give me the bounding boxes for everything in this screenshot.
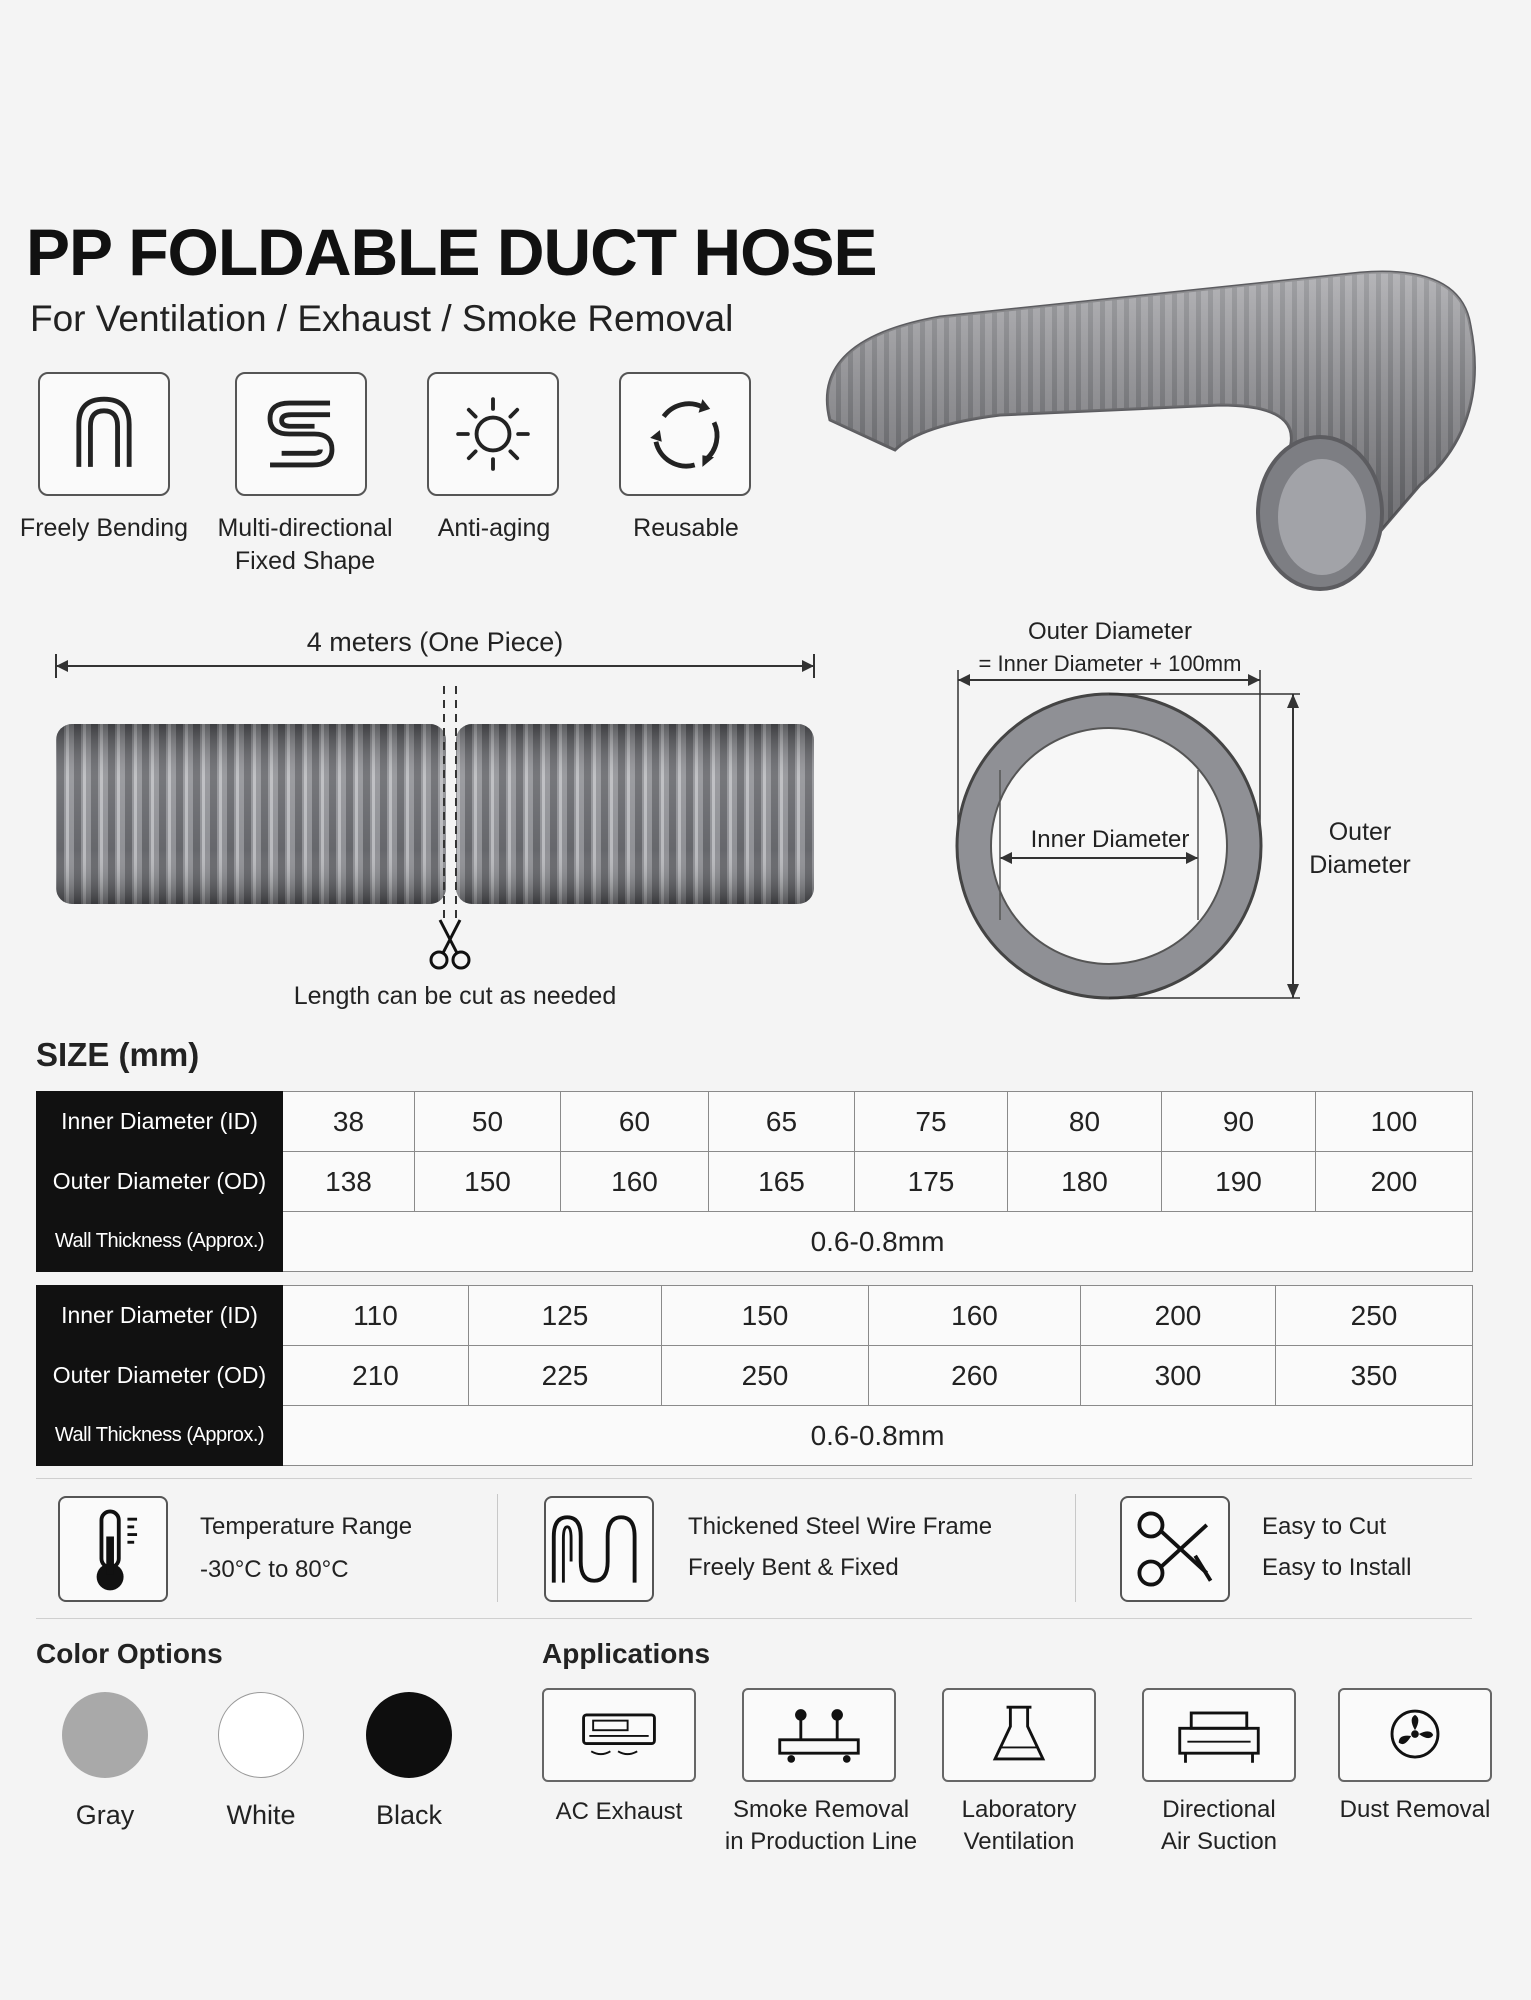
table-cell: 0.6-0.8mm — [283, 1406, 1473, 1466]
app-label-directional-2: Air Suction — [1160, 1828, 1278, 1855]
spec-wire-line2: Freely Bent & Fixed — [688, 1554, 899, 1581]
spec-wire-line1: Thickened Steel Wire Frame — [688, 1513, 993, 1540]
table-cell: 75 — [855, 1092, 1008, 1152]
table-cell: 200 — [1081, 1286, 1276, 1346]
table-cell: 190 — [1162, 1152, 1316, 1212]
spec-card-temperature — [58, 1496, 168, 1602]
color-options-title: Color Options — [36, 1638, 223, 1669]
app-label-directional-1: Directional — [1162, 1796, 1276, 1823]
size-section-title: SIZE (mm) — [36, 1036, 200, 1073]
app-label-dust-removal: Dust Removal — [1339, 1796, 1491, 1823]
app-label-ac-exhaust: AC Exhaust — [555, 1798, 683, 1825]
color-label-black: Black — [375, 1800, 443, 1830]
divider — [497, 1494, 498, 1602]
application-laboratory — [942, 1688, 1096, 1782]
table-cell: 150 — [662, 1286, 869, 1346]
table-cell: 60 — [561, 1092, 709, 1152]
page-title: PP FOLDABLE DUCT HOSE — [26, 215, 877, 289]
inner-diameter-label: Inner Diameter — [1030, 826, 1190, 853]
feature-card-shape — [235, 372, 367, 496]
feature-label-anti-aging: Anti-aging — [437, 514, 551, 542]
thermometer-icon — [60, 1498, 166, 1600]
table-cell: 160 — [561, 1152, 709, 1212]
feature-card-anti-aging — [427, 372, 559, 496]
table-cell: 125 — [469, 1286, 662, 1346]
table-cell: 50 — [415, 1092, 561, 1152]
table-cell: 250 — [662, 1346, 869, 1406]
table-cell: 65 — [709, 1092, 855, 1152]
table-cell: 80 — [1008, 1092, 1162, 1152]
wire-frame-icon — [546, 1498, 652, 1600]
row-header-wall: Wall Thickness (Approx.) — [37, 1406, 283, 1466]
table-cell: 225 — [469, 1346, 662, 1406]
size-table-1 — [36, 1091, 1473, 1272]
app-label-production-2: in Production Line — [724, 1828, 918, 1855]
color-swatch-black[interactable] — [366, 1692, 452, 1778]
table-cell: 175 — [855, 1152, 1008, 1212]
outer-side-label-1: Outer — [1328, 818, 1392, 846]
cut-note: Length can be cut as needed — [293, 982, 617, 1010]
row-header-wall: Wall Thickness (Approx.) — [37, 1212, 283, 1272]
spec-temp-line2: -30°C to 80°C — [200, 1556, 349, 1583]
divider — [36, 1618, 1472, 1619]
machine-icon — [1144, 1690, 1294, 1780]
color-label-gray: Gray — [75, 1800, 135, 1830]
application-dust-removal — [1338, 1688, 1492, 1782]
table-cell: 160 — [869, 1286, 1081, 1346]
table-cell: 300 — [1081, 1346, 1276, 1406]
feature-label-reusable: Reusable — [633, 514, 739, 542]
table-cell: 250 — [1276, 1286, 1473, 1346]
table-cell: 90 — [1162, 1092, 1316, 1152]
spec-cut-line2: Easy to Install — [1262, 1554, 1412, 1581]
table-cell: 110 — [283, 1286, 469, 1346]
recycle-icon — [621, 374, 749, 494]
table-cell: 200 — [1316, 1152, 1473, 1212]
page-subtitle: For Ventilation / Exhaust / Smoke Removal — [30, 298, 734, 339]
table-row — [37, 1212, 1473, 1272]
spec-cut-line1: Easy to Cut — [1262, 1513, 1387, 1540]
outer-side-label-2: Diameter — [1309, 851, 1411, 879]
table-row — [37, 1406, 1473, 1466]
table-cell: 350 — [1276, 1346, 1473, 1406]
table-cell: 138 — [283, 1152, 415, 1212]
table-cell: 38 — [283, 1092, 415, 1152]
hose-product-image — [800, 255, 1510, 600]
s-curve-icon — [237, 374, 365, 494]
application-production-line — [742, 1688, 896, 1782]
applications-title: Applications — [542, 1638, 711, 1669]
table-cell: 180 — [1008, 1152, 1162, 1212]
row-header-id: Inner Diameter (ID) — [37, 1092, 283, 1152]
scissors-icon — [1122, 1498, 1228, 1600]
table-cell: 0.6-0.8mm — [283, 1212, 1473, 1272]
length-label: 4 meters (One Piece) — [306, 627, 564, 657]
app-label-lab-1: Laboratory — [961, 1796, 1077, 1823]
table-cell: 260 — [869, 1346, 1081, 1406]
divider — [1075, 1494, 1076, 1602]
color-swatch-white[interactable] — [218, 1692, 304, 1778]
app-label-lab-2: Ventilation — [963, 1828, 1075, 1855]
production-line-icon — [744, 1690, 894, 1780]
flask-icon — [944, 1690, 1094, 1780]
feature-card-reusable — [619, 372, 751, 496]
feature-card-bending — [38, 372, 170, 496]
table-row — [37, 1092, 1473, 1152]
color-label-white: White — [226, 1800, 296, 1830]
table-cell: 210 — [283, 1346, 469, 1406]
row-header-od: Outer Diameter (OD) — [37, 1346, 283, 1406]
u-bend-icon — [40, 374, 168, 494]
application-directional — [1142, 1688, 1296, 1782]
straight-hose-diagram — [40, 650, 830, 980]
application-ac-exhaust — [542, 1688, 696, 1782]
ac-unit-icon — [544, 1690, 694, 1780]
table-cell: 165 — [709, 1152, 855, 1212]
table-row — [37, 1286, 1473, 1346]
feature-label-bending: Freely Bending — [19, 514, 189, 542]
table-row — [37, 1152, 1473, 1212]
spec-temp-line1: Temperature Range — [200, 1513, 413, 1540]
feature-label-shape-1: Multi-directional — [217, 514, 393, 542]
spec-card-cut — [1120, 1496, 1230, 1602]
spec-card-wire — [544, 1496, 654, 1602]
size-table-2 — [36, 1285, 1473, 1466]
outer-formula-line2: = Inner Diameter + 100mm — [978, 651, 1242, 676]
color-swatch-gray[interactable] — [62, 1692, 148, 1778]
feature-label-shape-2: Fixed Shape — [234, 547, 376, 575]
table-row — [37, 1346, 1473, 1406]
divider — [36, 1478, 1472, 1479]
outer-formula-line1: Outer Diameter — [1027, 618, 1193, 645]
sun-icon — [429, 374, 557, 494]
table-cell: 100 — [1316, 1092, 1473, 1152]
row-header-od: Outer Diameter (OD) — [37, 1152, 283, 1212]
app-label-production-1: Smoke Removal — [732, 1796, 910, 1823]
row-header-id: Inner Diameter (ID) — [37, 1286, 283, 1346]
scissors-cut-icon — [431, 920, 469, 968]
fan-icon — [1340, 1690, 1490, 1780]
table-cell: 150 — [415, 1152, 561, 1212]
